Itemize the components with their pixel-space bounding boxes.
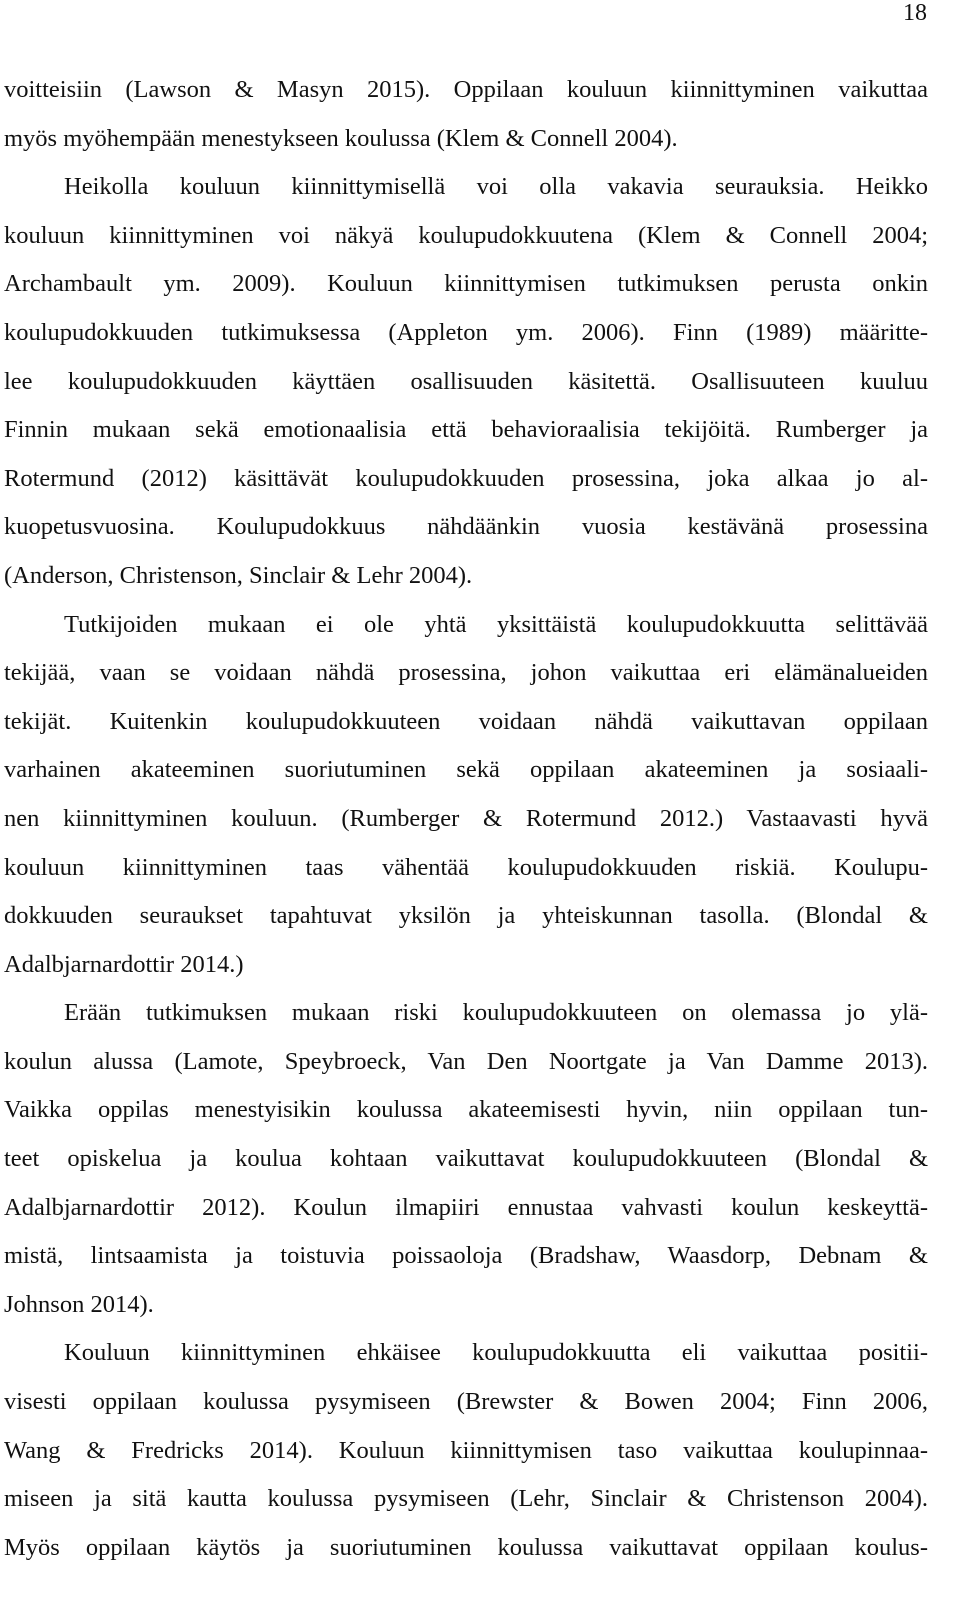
text-line: lee koulupudokkuuden käyttäen osallisuuden käsitettä. Osallisuuteen kuuluu (4, 367, 928, 395)
text-line: Myös oppilaan käytös ja suoriutuminen koulussa vaikuttavat oppilaan koulus- (4, 1533, 928, 1561)
page-number: 18 (903, 0, 927, 26)
text-line: Vaikka oppilas menestyisikin koulussa akateemisesti hyvin, niin oppilaan tun- (4, 1096, 928, 1124)
text-line: Adalbjarnardottir 2012). Koulun ilmapiiri ennustaa vahvasti koulun keskeyttä- (4, 1193, 928, 1221)
text-line: teet opiskelua ja koulua kohtaan vaikuttavat koulupudokkuuteen (Blondal & (4, 1145, 928, 1173)
paragraph-first-line: Erään tutkimuksen mukaan riski koulupudokkuuteen on olemassa jo ylä- (64, 999, 928, 1027)
text-line: koulun alussa (Lamote, Speybroeck, Van Den Noortgate ja Van Damme 2013). (4, 1047, 928, 1075)
text-line: Johnson 2014). (4, 1290, 154, 1318)
text-line: tekijää, vaan se voidaan nähdä prosessina, johon vaikuttaa eri elämänalueiden (4, 659, 928, 687)
text-line: kouluun kiinnittyminen voi näkyä koulupudokkuutena (Klem & Connell 2004; (4, 221, 928, 249)
text-line: Archambault ym. 2009). Kouluun kiinnittymisen tutkimuksen perusta onkin (4, 270, 928, 298)
text-line: koulupudokkuuden tutkimuksessa (Appleton ym. 2006). Finn (1989) määritte- (4, 318, 928, 346)
text-line: kuopetusvuosina. Koulupudokkuus nähdäänkin vuosia kestävänä prosessina (4, 513, 928, 541)
text-line: kouluun kiinnittyminen taas vähentää koulupudokkuuden riskiä. Koulupu- (4, 853, 928, 881)
text-line: myös myöhempään menestykseen koulussa (Klem & Connell 2004). (4, 124, 678, 152)
body-text (4, 66, 928, 1572)
text-line: Finnin mukaan sekä emotionaalisia että behavioraalisia tekijöitä. Rumberger ja (4, 416, 928, 444)
text-line: varhainen akateeminen suoriutuminen sekä oppilaan akateeminen ja sosiaali- (4, 756, 928, 784)
paragraph-first-line: Tutkijoiden mukaan ei ole yhtä yksittäistä koulupudokkuutta selittävää (64, 610, 928, 638)
text-line: tekijät. Kuitenkin koulupudokkuuteen voidaan nähdä vaikuttavan oppilaan (4, 707, 928, 735)
text-line: Rotermund (2012) käsittävät koulupudokkuuden prosessina, joka alkaa jo al- (4, 464, 928, 492)
text-line: Wang & Fredricks 2014). Kouluun kiinnittymisen taso vaikuttaa koulupinnaa- (4, 1436, 928, 1464)
text-line: nen kiinnittyminen kouluun. (Rumberger & Rotermund 2012.) Vastaavasti hyvä (4, 804, 928, 832)
text-line: mistä, lintsaamista ja toistuvia poissaoloja (Bradshaw, Waasdorp, Debnam & (4, 1242, 928, 1270)
text-line: miseen ja sitä kautta koulussa pysymiseen (Lehr, Sinclair & Christenson 2004). (4, 1485, 928, 1513)
paragraph-first-line: Kouluun kiinnittyminen ehkäisee koulupudokkuutta eli vaikuttaa positii- (64, 1339, 928, 1367)
text-line: (Anderson, Christenson, Sinclair & Lehr 2004). (4, 561, 473, 589)
text-line: visesti oppilaan koulussa pysymiseen (Brewster & Bowen 2004; Finn 2006, (4, 1388, 928, 1416)
paragraph-first-line: Heikolla kouluun kiinnittymisellä voi olla vakavia seurauksia. Heikko (64, 173, 928, 201)
text-line: voitteisiin (Lawson & Masyn 2015). Oppilaan kouluun kiinnittyminen vaikuttaa (4, 76, 928, 103)
text-line: Adalbjarnardottir 2014.) (4, 950, 244, 978)
text-line: dokkuuden seuraukset tapahtuvat yksilön ja yhteiskunnan tasolla. (Blondal & (4, 902, 928, 930)
